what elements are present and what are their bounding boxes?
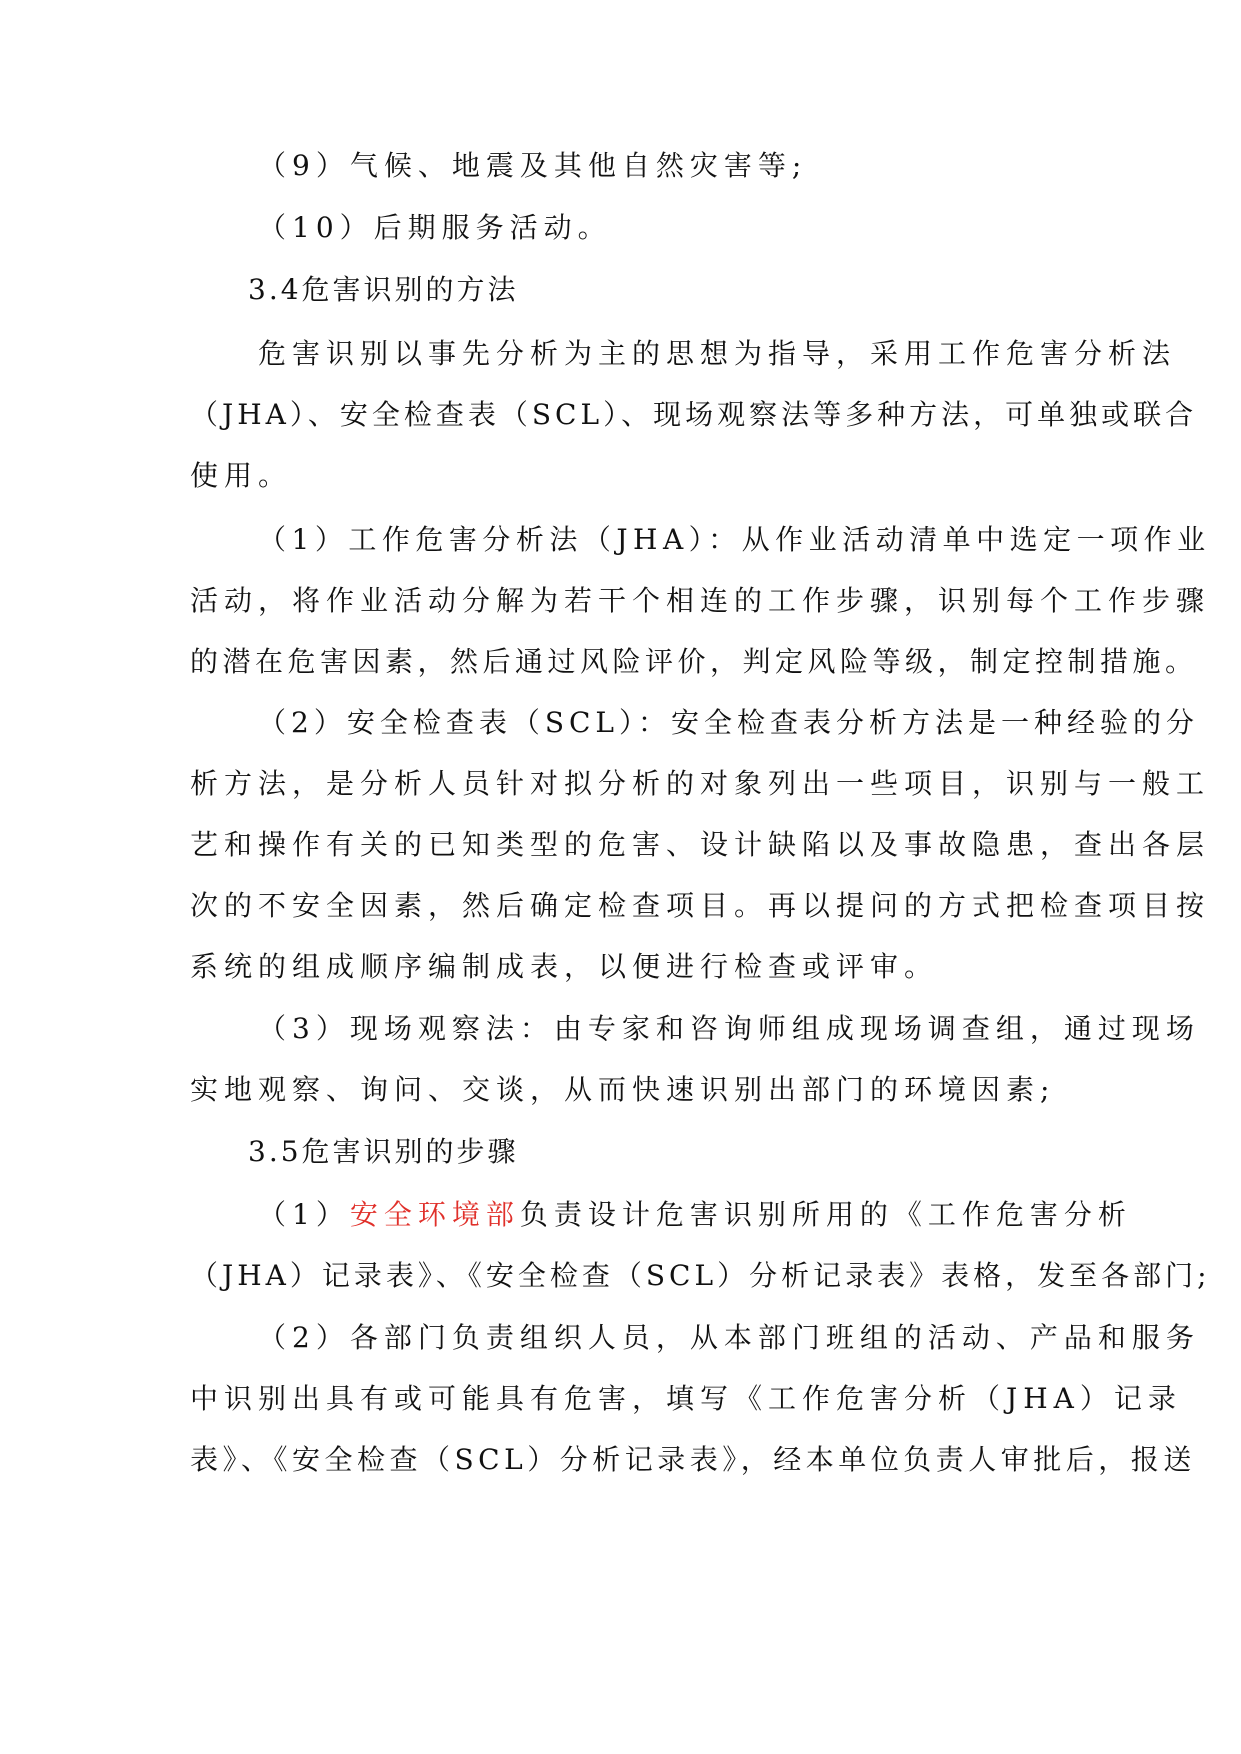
section-heading-3-4: 3.4危害识别的方法: [248, 273, 519, 306]
step-text: 负责设计危害识别所用的《工作危害分析: [519, 1198, 1132, 1231]
paragraph-line: （2）安全检查表（SCL）：安全检查表分析方法是一种经验的分: [258, 706, 1200, 739]
paragraph-line: （1）工作危害分析法（JHA）：从作业活动清单中选定一项作业: [258, 523, 1211, 556]
paragraph-line: 危害识别以事先分析为主的思想为指导，采用工作危害分析法: [258, 337, 1177, 370]
paragraph-line: （JHA）、安全检查表（SCL）、现场观察法等多种方法，可单独或联合: [190, 398, 1198, 431]
list-item-9: （9）气候、地震及其他自然灾害等;: [258, 149, 808, 182]
paragraph-line: [258, 1195, 1132, 1235]
paragraph-line: （2）各部门负责组织人员，从本部门班组的活动、产品和服务: [258, 1321, 1200, 1354]
paragraph-line: 系统的组成顺序编制成表，以便进行检查或评审。: [190, 950, 939, 983]
paragraph-line: 次的不安全因素，然后确定检查项目。再以提问的方式把检查项目按: [190, 889, 1211, 922]
highlighted-department: 安全环境部: [349, 1198, 520, 1231]
paragraph-line: 实地观察、询问、交谈，从而快速识别出部门的环境因素;: [190, 1073, 1056, 1106]
list-item-10: （10）后期服务活动。: [258, 211, 612, 244]
paragraph-line: （3）现场观察法：由专家和咨询师组成现场调查组，通过现场: [258, 1012, 1200, 1045]
paragraph-line: （JHA）记录表》、《安全检查（SCL）分析记录表》表格，发至各部门;: [190, 1259, 1211, 1292]
paragraph-line: 析方法，是分析人员针对拟分析的对象列出一些项目，识别与一般工: [190, 767, 1211, 800]
paragraph-line: 活动，将作业活动分解为若干个相连的工作步骤，识别每个工作步骤: [190, 584, 1211, 617]
paragraph-line: 的潜在危害因素，然后通过风险评价，判定风险等级，制定控制措施。: [190, 645, 1198, 678]
paragraph-line: 表》、《安全检查（SCL）分析记录表》，经本单位负责人审批后，报送: [190, 1443, 1196, 1476]
step-prefix: （1）: [258, 1198, 350, 1231]
paragraph-line: 使用。: [190, 459, 293, 492]
section-heading-3-5: 3.5危害识别的步骤: [248, 1135, 519, 1168]
paragraph-line: 艺和操作有关的已知类型的危害、设计缺陷以及事故隐患，查出各层: [190, 828, 1211, 861]
paragraph-line: 中识别出具有或可能具有危害，填写《工作危害分析（JHA）记录: [190, 1382, 1182, 1415]
